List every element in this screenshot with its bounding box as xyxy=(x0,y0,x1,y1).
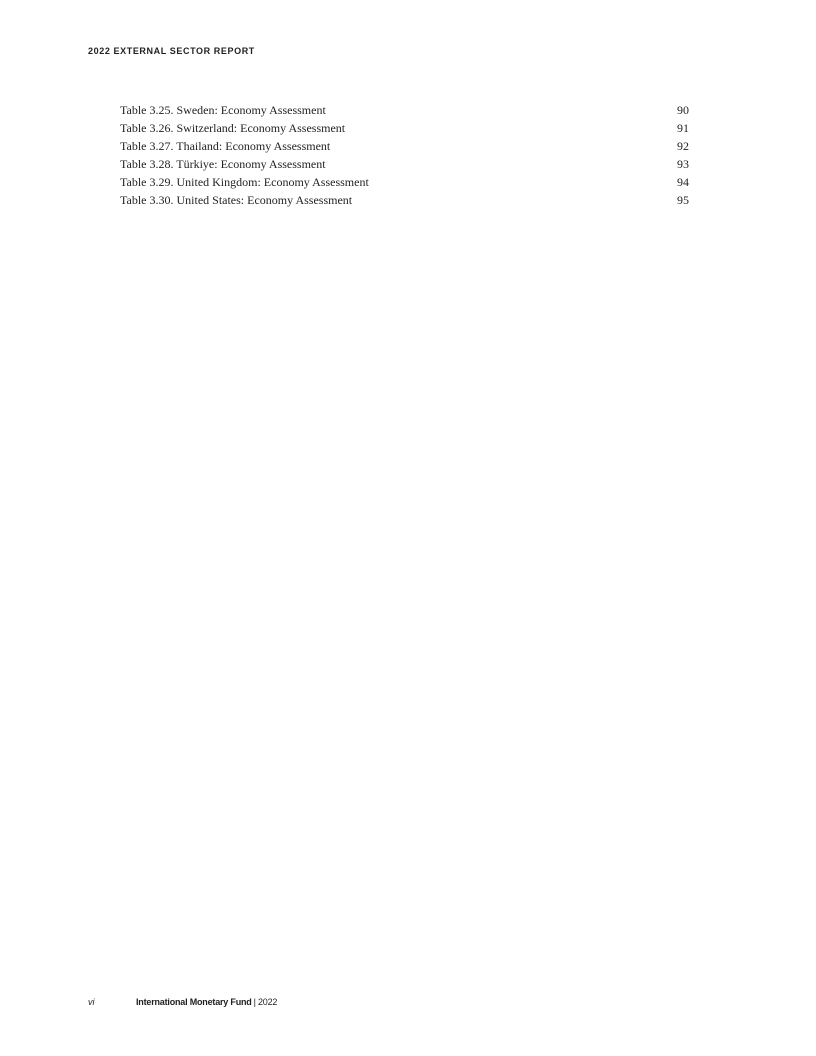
toc-entry-page[interactable]: 92 xyxy=(677,139,689,153)
toc-entry-title[interactable]: Table 3.29. United Kingdom: Economy Assessment xyxy=(120,175,369,189)
toc-entry-page[interactable]: 90 xyxy=(677,103,689,117)
toc-entry-page[interactable]: 91 xyxy=(677,121,689,135)
toc-entry[interactable] xyxy=(120,173,689,191)
toc-entry-title[interactable]: Table 3.30. United States: Economy Assessment xyxy=(120,193,353,207)
table-of-contents xyxy=(120,101,689,209)
toc-entry[interactable] xyxy=(120,155,689,173)
toc-entry[interactable] xyxy=(120,119,689,137)
toc-entry[interactable] xyxy=(120,101,689,119)
toc-entry[interactable] xyxy=(120,137,689,155)
toc-entry[interactable] xyxy=(120,191,689,209)
toc-entry-title[interactable]: Table 3.27. Thailand: Economy Assessment xyxy=(120,139,331,153)
footer-separator: | xyxy=(253,997,256,1007)
toc-entry-page[interactable]: 95 xyxy=(677,193,689,207)
toc-entry-page[interactable]: 94 xyxy=(677,175,689,189)
footer-publisher: International Monetary Fund xyxy=(136,997,252,1007)
toc-entry-title[interactable]: Table 3.25. Sweden: Economy Assessment xyxy=(120,103,326,117)
footer-page-number: vi xyxy=(88,997,95,1007)
toc-entry-title[interactable]: Table 3.26. Switzerland: Economy Assessment xyxy=(120,121,346,135)
toc-entry-title[interactable]: Table 3.28. Türkiye: Economy Assessment xyxy=(120,157,326,171)
footer-year: 2022 xyxy=(257,997,278,1007)
running-header: 2022 EXTERNAL SECTOR REPORT xyxy=(88,46,255,56)
page-footer xyxy=(88,997,277,1007)
toc-entry-page[interactable]: 93 xyxy=(677,157,689,171)
